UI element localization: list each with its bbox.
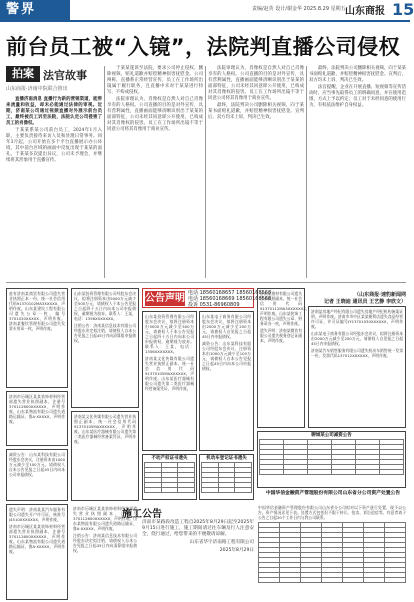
notice-text: 减资公告：山东某科技有限公司经股东会决议，注册资本由1000万元减少至100万元，请债权人自本公告见报之日起45日内向本公司申报债权。 [202,341,251,371]
ad-phone: 电话 18560168657 18560168568 [188,290,272,296]
article-paragraph: 于某某遂诉至法院，要求公司停止侵权、删除视频、赔礼道歉并赔偿精神损害抚慰金。公司辩称，直播系正常经营宣传，员工在工作场所出镜属于履行职务，且直播中未对于某某进行特写，不构成侵权。 [107,66,203,96]
ad-phone: 投诉 0531-86960809 [188,302,240,308]
article-column-2 [107,66,203,278]
ad-label: 公告声明 [145,293,185,304]
notice-box [257,288,310,428]
section-divider [6,282,406,283]
article-paragraph: 最终，法院判决公司删除相关视频、向于某某书面赔礼道歉，并赔偿精神损害抚慰金。宣判后，双方均未上诉，判决已生效。 [208,103,304,121]
credit-line: 记者 王晓迪 通讯员 王艺静 李欣文） [324,299,406,305]
notice-text: 济南某房地产经纪有限公司遗失房地产经纪机构备案证明，声明作废。济南市市中区某某便利店遗失食品经营许可证，许可证编号JY13701030XXXXXX，声明作废。 [311,309,403,329]
bank-notice-text [258,505,406,521]
notice-text: 济南某文化传媒有限公司遗失营业执照正副本，统一社会信用代码91370105MAXXXXXX，声明作废。山东某医疗器械有限公司遗失第二类医疗器械经营备案凭证，声明作废。 [145,356,194,391]
column-divider [104,66,105,278]
notice-box [6,391,68,446]
article-paragraph: 法院审理认为，肖像权是自然人对自己肖像享有的人格权。公司直播的目的是对外宣传，具有营利属性，直播画面能够清晰识别出于某某的面部特征，公司未经其同意即公开使用，已构成对其肖像权的侵害。员工在工作场所出镜不等于同意公司将其肖像用于商业宣传。 [208,66,304,102]
notice-text: 济南某建材有限公司遗失营业执照副本，统一社会信用代码91370112MA3XXXXXXX，声明作废。山东某装饰工程有限公司遗失公章、财务章各一枚，声明作废。 [260,291,310,326]
notice-text: 济南市历城区某某装饰材料经营部遗失营业执照副本，注册号370112600XXXXXX，声明作废。山东某物流有限公司遗失道路运输证，鲁A·XXXXX，声明作废。 [9,524,65,554]
column-divider [205,66,206,278]
notice-box [6,449,68,501]
table-notice [142,454,197,500]
notice-box [71,288,139,408]
notice-text: 注销公告：济南某信息技术有限公司经股东决定拟注销，请债权人自本公告见报之日起45日内向清算组申报债权。 [74,323,136,343]
ad-banner [142,288,272,308]
notice-text: 济南某文化传媒有限公司遗失营业执照正副本，统一社会信用代码91370105MAXXXXXX，声明作废。山东某医疗器械有限公司遗失第二类医疗器械经营备案凭证，声明作废。 [74,414,136,444]
table-notice [257,431,406,488]
column-name: 法官故事 [43,69,87,82]
page-number: 15 [392,0,414,19]
asset-table [258,522,406,583]
notice-table [259,439,404,475]
notice-text: 济南某汽车销售服务有限公司遗失机动车销售统一发票一份，发票代码137012XXXXXX，声明作废。 [311,348,403,358]
notice-box [71,411,139,501]
article-paragraph: 于某某系某公司前台员工，2024年1月入职，主要负责接待来访人员和处理日常事务。同年3月起，公司开始在多个平台直播展示办公环境，其中前台区域的画面中反复出现于某某的面孔。于某某多次提出异议，公司未予理会，并继续将其形象用于直播宣传。 [6,127,102,164]
editor-meta: 责编/赵英 设计/谢金华 2025.8.29 星期五 [252,6,346,12]
article-paragraph: 法院审理认为，肖像权是自然人对自己肖像享有的人格权。公司直播的目的是对外宣传，具有营利属性，直播画面能够清晰识别出于某某的面部特征，公司未经其同意即公开使用，已构成对其肖像权的侵害。员工在工作场所出镜不等于同意公司将其肖像用于商业宣传。 [107,96,203,133]
notice-text: 中国华信金融资产管理股份有限公司山东省分公司拟对以下资产进行处置，现予以公告。资产情况详见下表。处置方式包括但不限于转让、拍卖、诉讼追偿等。有意者请于公告之日起20个工作日内与我公司联系。 [258,505,406,520]
ad-phone: 电话 18560168669 18560168568 [188,296,272,302]
table-title: 不动产权证书遗失 [151,456,188,461]
bank-notice-title: 中国华信金融资产管理股份有限公司山东省分公司资产处置公告 [265,491,401,496]
bank-asset-table [258,522,406,600]
notice-date: 2025年8月29日 [219,548,254,553]
notice-text: 济南市历城区某某装饰材料经营部遗失营业执照副本，注册号370112600XXXXXX，声明作废。山东某物流有限公司遗失道路运输证，鲁A·XXXXX，声明作废。 [9,394,65,424]
notice-box [199,311,254,451]
headline: 前台员工被“入镜”，法院判直播公司侵权 [6,35,401,59]
notice-table [144,462,195,493]
article-column-4 [309,66,406,288]
notice-text: 济南市某路段改造工程自2025年8月29日起至2025年9月15日进行施工，施工期间请过往车辆及行人注意安全，绕行通过，给您带来的不便敬请谅解。 [142,520,254,537]
masthead [0,0,414,20]
notice-text: 山东某投资管理有限公司经股东会决议，拟将注册资本由5000万元减少至500万元，请债权人于本公告见报之日起四十五日内向本公司申报债权，逾期视为放弃。联系人：王某，电话：1356XXXXXXX。 [74,291,136,321]
notice-org: 山东省华宇济南路工程有限公司 [189,540,254,545]
column-subtitle: 山东商报·济南中院联合推出 [6,86,68,92]
article-credit [306,292,406,306]
notice-box [6,504,68,600]
article-column-3 [208,66,304,278]
article-paragraph: 法官提醒，企业在开展直播、短视频等宣传活动时，应当事先取得员工的明确同意，并在使用范围、方式上予以约定；员工对于未经同意的使用行为，有权依法维护自身权益。 [309,84,406,109]
notice-box [6,288,68,388]
column-divider [306,66,307,278]
table-title: 聊城某公司减资公告 [311,433,352,438]
construction-notice-body [142,520,254,580]
notice-box [142,311,197,451]
section-label: 警界 [0,0,70,20]
notice-text: 山东某电子商务有限公司经股东会决议，拟将注册资本由2000万元减少至200万元，请债权人自见报之日起45日内申报债权。 [311,331,403,346]
table-title: 机动车登记证书遗失 [206,456,247,461]
column-logo [6,66,108,94]
notice-table [201,462,252,493]
notice-text: 注销公告：济南某信息技术有限公司经股东决定拟注销，请债权人自本公告见报之日起45日内向清算组申报债权。 [73,533,137,553]
column-mark: 拍案 [6,66,40,82]
article-column-1 [6,97,102,275]
notice-text: 遗失声明：济南某某汽车服务有限公司遗失开户许可证，核准号J4510XXXXXXX，声明作废。 [9,507,65,522]
notice-box [308,306,406,428]
paper-name: 山东商报 [345,6,385,17]
notice-text: 兹有济南某商贸有限公司遗失营业执照正本一份，统一社会信用代码91370102MA3XXXXX，声明作废。山东某建设工程有限公司遗失公章一枚，编号3701020XXXXX，声明作废。济南某餐饮管理有限公司遗失发票专用章一枚，声明作废。 [9,291,65,331]
notice-text: 减资公告：山东某科技有限公司经股东会决议，注册资本由1000万元减少至100万元，请债权人自本公告见报之日起45日内向本公司申报债权。 [9,452,65,477]
masthead-rule [0,20,410,22]
notice-text: 遗失声明：济南某餐饮有限公司遗失税务登记证副本，声明作废。 [260,328,302,343]
construction-notice-title: 施工公告 [122,509,162,520]
notice-text: 济南市历城区某某装饰材料经营部遗失营业执照副本，注册号370112600XXXXXX，声明作废。山东某物流有限公司遗失道路运输证，鲁A·XXXXX，声明作废。 [73,506,137,531]
notice-text: 山东某电子商务有限公司经股东会决议，拟将注册资本由2000万元减少至200万元，请债权人自见报之日起45日内申报债权。 [202,314,251,339]
article-lead: 直播济南消息 直播行为新的营销渠道，能带来流量和收益，却未必能通过法律的审视。近期，济南某公司通过视频直播对外展示前台员工，最终被员工诉至法院，法院认定公司侵害了员工的肖像权。 [6,97,102,127]
table-notice [199,454,254,500]
article-paragraph: 最终，法院判决公司删除相关视频、向于某某书面赔礼道歉，并赔偿精神损害抚慰金。宣判后，双方均未上诉，判决已生效。 [309,66,406,84]
notice-text: 山东某投资管理有限公司经股东会决议，拟将注册资本由5000万元减少至500万元，请债权人于本公告见报之日起四十五日内向本公司申报债权，逾期视为放弃。联系人：王某，电话：1356XXXXXXX。 [145,314,194,354]
credit-line: （山东商报·速豹新闻网 [354,292,406,298]
